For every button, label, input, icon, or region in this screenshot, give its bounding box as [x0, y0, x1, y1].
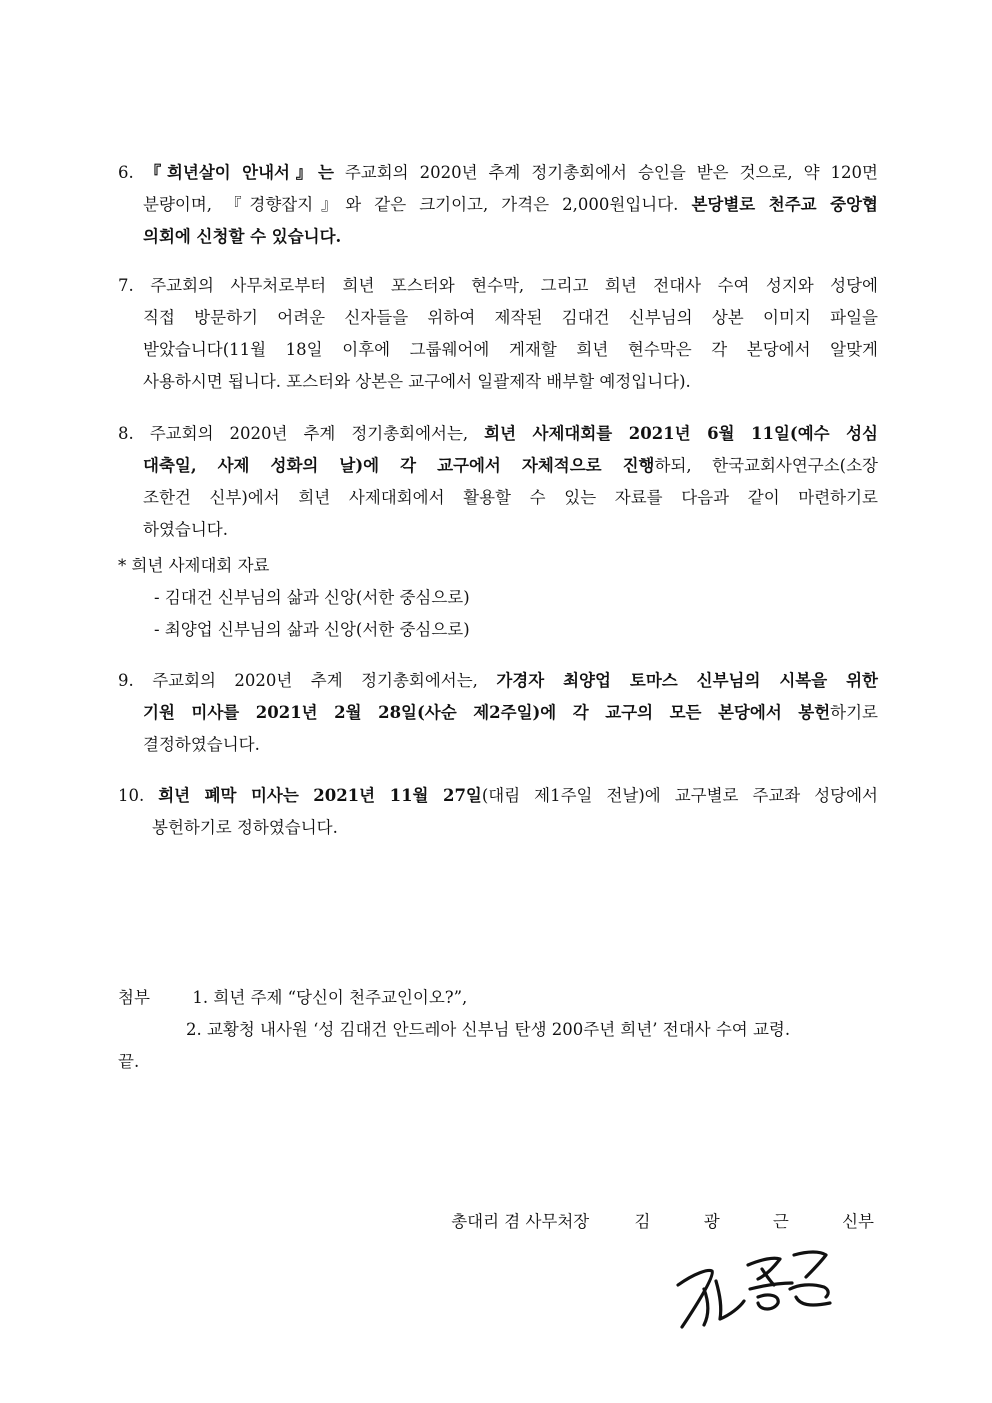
attachment-1: 1. 희년 주제 “당신이 천주교인이오?”, — [192, 988, 468, 1007]
paragraph-line — [118, 157, 878, 189]
signer-name: 김 광 근 신부 — [634, 1212, 874, 1231]
materials-header: * 희년 사제대회 자료 — [118, 556, 270, 575]
paragraph-line — [118, 302, 878, 334]
bold-text: 기원 미사를 2021년 2월 28일(사순 제2주일)에 각 교구의 모든 본당에서 봉헌 — [143, 703, 831, 722]
text: 봉헌하기로 정하였습니다. — [152, 818, 338, 837]
bold-text: 본당별로 천주교 중앙협 — [691, 195, 878, 214]
text: 하였습니다. — [143, 520, 228, 539]
text: 직접 방문하기 어려운 신자들을 위하여 제작된 김대건 신부님의 상본 이미지 파일을 — [143, 308, 878, 327]
paragraph-line — [118, 697, 878, 729]
handwritten-signature — [670, 1245, 840, 1335]
attachment-2: 2. 교황청 내사원 ‘성 김대건 안드레아 신부님 탄생 200주년 희년’ 전대사 수여 교령. — [186, 1020, 791, 1039]
paragraph-line — [118, 418, 878, 450]
text: 6. — [118, 163, 145, 182]
item-8-priests-assembly — [118, 418, 878, 546]
priests-assembly-materials — [118, 550, 470, 646]
text: 주교회의 2020년 추계 정기총회에서 승인을 받은 것으로, 약 120면 — [333, 163, 878, 182]
paragraph-line — [118, 729, 878, 761]
paragraph-line — [118, 221, 878, 253]
signer-title: 총대리 겸 사무처장 — [451, 1212, 590, 1231]
text: 8. 주교회의 2020년 추계 정기총회에서는, — [118, 424, 485, 443]
bold-text: 희년 폐막 미사는 2021년 11월 27일 — [158, 786, 482, 805]
paragraph-line — [118, 812, 878, 844]
text: 조한건 신부)에서 희년 사제대회에서 활용할 수 있는 자료를 다음과 같이 마련하기로 — [143, 488, 878, 507]
bold-text: 대축일, 사제 성화의 날)에 각 교구에서 자체적으로 진행 — [143, 456, 655, 475]
paragraph-line — [118, 780, 878, 812]
materials-entry-choi: - 최양업 신부님의 삶과 신앙(서한 중심으로) — [154, 620, 470, 639]
paragraph-line — [118, 514, 878, 546]
materials-entry-kim: - 김대건 신부님의 삶과 신앙(서한 중심으로) — [154, 588, 470, 607]
text: 분량이며, 『경향잡지』와 같은 크기이고, 가격은 2,000원입니다. — [143, 195, 692, 214]
attachment-label: 첨부 — [118, 988, 150, 1007]
paragraph-line — [118, 366, 878, 398]
text: 받았습니다(11월 18일 이후에 그룹웨어에 게재할 희년 현수막은 각 본당에서 알맞게 — [143, 340, 878, 359]
text: 결정하였습니다. — [143, 735, 260, 754]
text: 사용하시면 됩니다. 포스터와 상본은 교구에서 일괄제작 배부할 예정입니다). — [143, 372, 691, 391]
bold-text: 의회에 신청할 수 있습니다. — [143, 227, 342, 246]
item-9-beatification-mass — [118, 665, 878, 761]
bold-text: 희년 사제대회를 2021년 6월 11일(예수 성심 — [484, 424, 878, 443]
item-6-ordering-guide — [118, 157, 878, 253]
item-10-closing-mass — [118, 780, 878, 844]
paragraph-line — [118, 189, 878, 221]
text: 하되, 한국교회사연구소(소장 — [654, 456, 878, 475]
paragraph-line — [118, 334, 878, 366]
paragraph-line — [118, 450, 878, 482]
paragraph-line — [118, 482, 878, 514]
signer-block — [451, 1208, 874, 1232]
bold-text: 『희년살이 안내서』는 — [144, 163, 334, 182]
attachments — [118, 982, 888, 1078]
text: 7. 주교회의 사무처로부터 희년 포스터와 현수막, 그리고 희년 전대사 수여 성지와 성당에 — [118, 276, 878, 295]
paragraph-line — [118, 665, 878, 697]
text: (대림 제1주일 전날)에 교구별로 주교좌 성당에서 — [481, 786, 878, 805]
text: 9. 주교회의 2020년 추계 정기총회에서는, — [118, 671, 497, 690]
bold-text: 가경자 최양업 토마스 신부님의 시복을 위한 — [496, 671, 878, 690]
end-mark: 끝. — [118, 1052, 140, 1071]
text: 10. — [118, 786, 159, 805]
paragraph-line — [118, 270, 878, 302]
text: 하기로 — [830, 703, 878, 722]
item-7-posters-banners — [118, 270, 878, 398]
